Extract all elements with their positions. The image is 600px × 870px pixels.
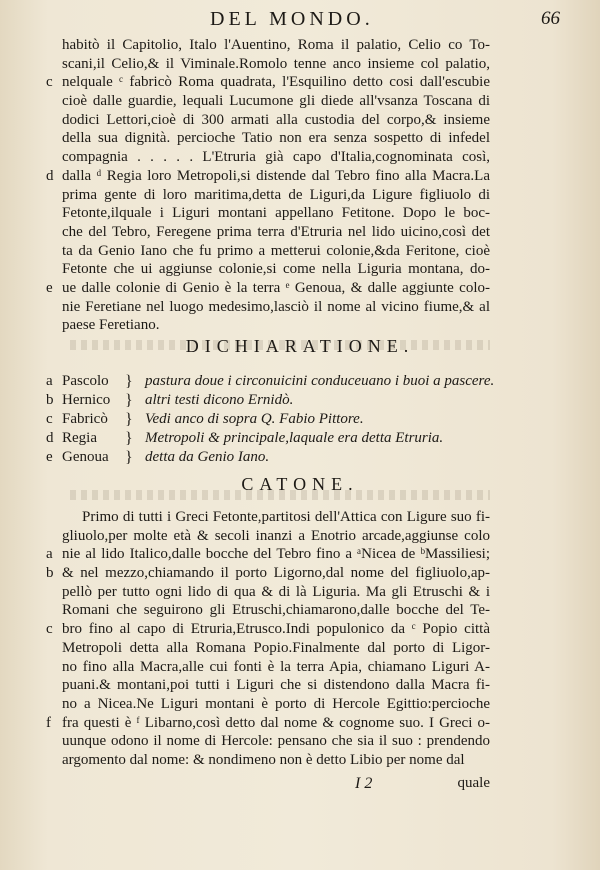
brace-mark: } <box>125 430 133 447</box>
margin-marker: a <box>46 546 53 563</box>
catchword: quale <box>457 775 490 791</box>
line-text: ta da Genio Iano che fu primo a metterui colonie,&da Feritone, cioè <box>62 242 490 259</box>
brace-mark: } <box>125 411 133 428</box>
line-text: uunque odono il nome di Hercole: pensano che sia il suo : prendendo <box>62 733 490 750</box>
text-line <box>0 260 600 279</box>
glossary-item <box>0 448 600 467</box>
margin-marker: c <box>46 411 53 427</box>
glossary-definition: detta da Genio Iano. <box>145 449 270 465</box>
brace-mark: } <box>125 449 133 466</box>
text-line <box>0 186 600 205</box>
line-text: nelquale ᶜ fabricò Roma quadrata, l'Esquilino detto cosi dall'escubie <box>62 74 490 91</box>
folio-number: 66 <box>541 8 560 29</box>
text-line <box>0 620 600 639</box>
line-text: che del Tebro, Feregene prima terra d'Etruria nel lido uicino,così det <box>62 223 490 240</box>
line-text: fra questi è ᶠ Libarno,così detto dal nome & cognome suo. I Greci o- <box>62 714 490 731</box>
text-line <box>0 564 600 583</box>
line-text: prima gente di loro maritima,detta de Liguri,da Ligure figliuolo di <box>62 186 490 203</box>
margin-marker: f <box>46 714 51 731</box>
glossary-item <box>0 372 600 391</box>
glossary-term: Regia <box>62 430 97 446</box>
glossary-definition: altri testi dicono Ernidò. <box>145 392 294 408</box>
line-text: scani,il Celio,& il Viminale.Romolo tenne anco insieme col palatio, <box>62 55 490 72</box>
line-text: no fino alla Macra,alle cui fonti è la terra Apia, chiamano Liguri A- <box>62 658 490 675</box>
text-line <box>0 92 600 111</box>
margin-marker: d <box>46 430 54 446</box>
text-line <box>0 732 600 751</box>
glossary-term: Fabricò <box>62 411 108 427</box>
line-text: Fetonte che ui aggiunse colonie,si come nella Liguria montana, do- <box>62 261 490 278</box>
page-header <box>40 8 560 30</box>
text-line <box>0 658 600 677</box>
margin-marker: a <box>46 373 53 389</box>
text-line <box>0 508 600 527</box>
line-text: habitò il Capitolio, Italo l'Auentino, Roma il palatio, Celio co To- <box>62 37 490 53</box>
line-text: nie Feretiane nel luogo medesimo,lasciò il nome al vicino fiume,& al <box>62 298 490 315</box>
line-text: compagnia . . . . . L'Etruria già capo d'Italia,cognominata così, <box>62 149 490 166</box>
margin-marker: e <box>46 279 53 296</box>
glossary-item <box>0 410 600 429</box>
glossary-term: Hernico <box>62 392 111 408</box>
line-text: no a Nicea.Ne Liguri montani è porto di Hercole Egittio:percioche <box>62 695 490 712</box>
line-text: dalla ᵈ Regia loro Metropoli,si distende dal Tebro fino alla Macra.La <box>62 167 490 184</box>
line-text: Fetonte,ilquale i Liguri montani appellano Fetitone. Dopo le boc- <box>62 205 490 222</box>
dichiaratione-heading: DICHIARATIONE. <box>185 336 415 356</box>
line-text: cioè dalle guardie, lequali Lucumone gli diede all'vsanza Toscana di <box>62 93 490 110</box>
text-line <box>0 601 600 620</box>
text-line <box>0 751 600 770</box>
margin-marker: b <box>46 392 54 408</box>
text-line <box>0 714 600 733</box>
line-text: dodici Lettori,cioè di 300 armati alla custodia del corpo,& insieme <box>62 111 490 128</box>
line-text: Romani che seguirono gli Etruschi,chiamarono,dalle bocche del Te- <box>62 602 490 619</box>
line-text: argomento dal nome: & nondimeno non è detto Libio per nome dal <box>62 751 465 768</box>
line-text: della sua dignità. percioche Tatio non era senza sospetto di infedel <box>62 130 490 147</box>
margin-marker: d <box>46 167 54 184</box>
line-text: Metropoli detta alla Romana Popio.Finalmente dal porto di Ligor- <box>62 639 490 656</box>
glossary-list <box>0 372 600 467</box>
margin-marker: b <box>46 565 54 582</box>
text-line <box>0 695 600 714</box>
glossary-item <box>0 429 600 448</box>
running-title: DEL MONDO. <box>210 8 374 30</box>
text-line <box>0 676 600 695</box>
line-text: nie al lido Italico,dalle bocche del Tebro fino a ᵃNicea de ᵇMassiliesi; <box>62 546 490 563</box>
text-line <box>0 111 600 130</box>
line-text: pellò per tutto ogni lido di qua & di là Liguria. Ma gli Etruschi & i <box>62 583 490 600</box>
margin-marker: c <box>46 74 53 91</box>
catone-heading: CATONE. <box>241 474 359 494</box>
text-line <box>0 55 600 74</box>
text-line <box>0 129 600 148</box>
line-text: Primo di tutti i Greci Fetonte,partitosi dell'Attica con Ligure suo fi- <box>82 509 490 525</box>
text-line <box>0 223 600 242</box>
line-text: paese Feretiano. <box>62 317 160 334</box>
text-line <box>0 167 600 186</box>
text-line <box>0 36 600 55</box>
line-text: bro fino al capo di Etruria,Etrusco.Indi populonico da ᶜ Popio città <box>62 621 490 638</box>
text-line <box>0 639 600 658</box>
text-line <box>0 527 600 546</box>
catone-text-block <box>0 508 600 770</box>
text-line <box>0 316 600 335</box>
glossary-term: Genoua <box>62 449 109 465</box>
text-line <box>0 298 600 317</box>
glossary-definition: Metropoli & principale,laquale era detta Etruria. <box>145 430 444 446</box>
text-line <box>0 73 600 92</box>
glossary-term: Pascolo <box>62 373 109 389</box>
signature-mark: I 2 <box>355 775 373 792</box>
brace-mark: } <box>125 392 133 409</box>
margin-marker: c <box>46 621 53 638</box>
text-line <box>0 279 600 298</box>
line-text: & nel mezzo,chiamando il porto Ligorno,dal nome del figliuolo,ap- <box>62 565 490 582</box>
margin-marker: e <box>46 449 53 465</box>
text-line <box>0 148 600 167</box>
glossary-definition: pastura doue i circonuicini conduceuano i buoi a pascere. <box>145 373 495 389</box>
text-line <box>0 545 600 564</box>
line-text: gliuolo,per molte età & secoli inanzi a Enotrio arcade,aggiunse colo <box>62 527 490 544</box>
text-line <box>0 204 600 223</box>
brace-mark: } <box>125 373 133 390</box>
glossary-definition: Vedi anco di sopra Q. Fabio Pittore. <box>145 411 364 427</box>
text-line <box>0 583 600 602</box>
main-text-block <box>0 36 600 335</box>
text-line <box>0 242 600 261</box>
line-text: ue dalle colonie di Genio è la terra ᵉ Genoua, & dalle aggiunte colo- <box>62 279 490 296</box>
glossary-item <box>0 391 600 410</box>
line-text: puani.& montani,poi tutti i Liguri che si distendono dalla Macra fi- <box>62 677 490 694</box>
